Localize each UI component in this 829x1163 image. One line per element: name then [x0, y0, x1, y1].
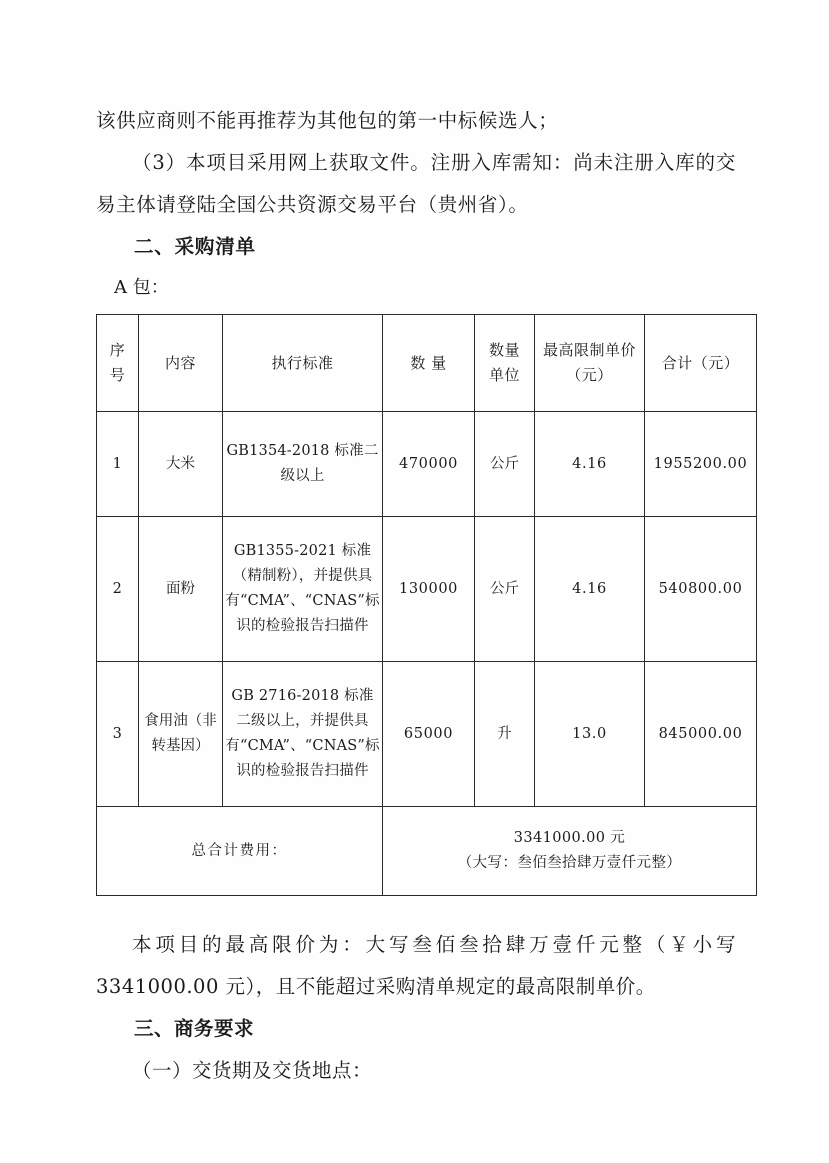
section-heading-3: 三、商务要求 — [134, 1017, 255, 1040]
cell-price: 4.16 — [535, 412, 645, 517]
cell-standard: GB 2716-2018 标准二级以上，并提供具有“CMA”、“CNAS”标识的检验报告扫描件 — [223, 662, 383, 807]
cell-price: 13.0 — [535, 662, 645, 807]
cell-content: 食用油（非转基因） — [139, 662, 223, 807]
cell-total: 540800.00 — [645, 517, 757, 662]
cell-unit: 公斤 — [475, 517, 535, 662]
cell-unit: 升 — [475, 662, 535, 807]
cell-total: 1955200.00 — [645, 412, 757, 517]
cell-no: 3 — [97, 662, 139, 807]
max-price-paragraph: 本项目的最高限价为：大写叁佰叁拾肆万壹仟元整（￥小写3341000.00 元），且不能超过采购清单规定的最高限制单价。 — [96, 933, 736, 998]
section-3-sub-heading-1: （一）交货期及交货地点： — [132, 1059, 373, 1082]
table-header — [97, 315, 757, 412]
cell-content: 面粉 — [139, 517, 223, 662]
table-row — [97, 412, 757, 517]
cell-quantity: 470000 — [383, 412, 475, 517]
column-header-quantity: 数 量 — [383, 315, 475, 412]
cell-unit: 公斤 — [475, 412, 535, 517]
cell-no: 2 — [97, 517, 139, 662]
total-amount-words: （大写：叁佰叁拾肆万壹仟元整） — [457, 855, 682, 871]
cell-quantity: 130000 — [383, 517, 475, 662]
section-heading-2: 二、采购清单 — [134, 235, 256, 258]
package-label: A 包： — [114, 277, 169, 298]
purchase-list-table — [96, 314, 757, 896]
cell-total: 845000.00 — [645, 662, 757, 807]
cell-price: 4.16 — [535, 517, 645, 662]
cell-total-value — [383, 807, 757, 896]
column-header-unit: 数量 单位 — [475, 315, 535, 412]
cell-quantity: 65000 — [383, 662, 475, 807]
total-amount: 3341000.00 元 — [513, 830, 626, 846]
cell-content: 大米 — [139, 412, 223, 517]
cell-no: 1 — [97, 412, 139, 517]
table-body — [97, 412, 757, 896]
column-header-standard: 执行标准 — [223, 315, 383, 412]
table-row — [97, 517, 757, 662]
column-header-total: 合计（元） — [645, 315, 757, 412]
table-header-row — [97, 315, 757, 412]
document-body — [96, 100, 748, 1092]
cell-total-label: 总合计费用： — [97, 807, 383, 896]
cell-standard: GB1355-2021 标准（精制粉），并提供具有“CMA”、“CNAS”标识的检验报告扫描件 — [223, 517, 383, 662]
column-header-price: 最高限制单价 （元） — [535, 315, 645, 412]
table-row — [97, 662, 757, 807]
column-header-content: 内容 — [139, 315, 223, 412]
table-footer-row — [97, 807, 757, 896]
after-table-section — [96, 924, 736, 1092]
paragraph-continuation: 该供应商则不能再推荐为其他包的第一中标候选人； — [96, 109, 559, 132]
column-header-no: 序 号 — [97, 315, 139, 412]
paragraph-item-3: （3）本项目采用网上获取文件。注册入库需知：尚未注册入库的交易主体请登陆全国公共资源交易平台（贵州省）。 — [96, 151, 736, 216]
cell-standard: GB1354-2018 标准二级以上 — [223, 412, 383, 517]
